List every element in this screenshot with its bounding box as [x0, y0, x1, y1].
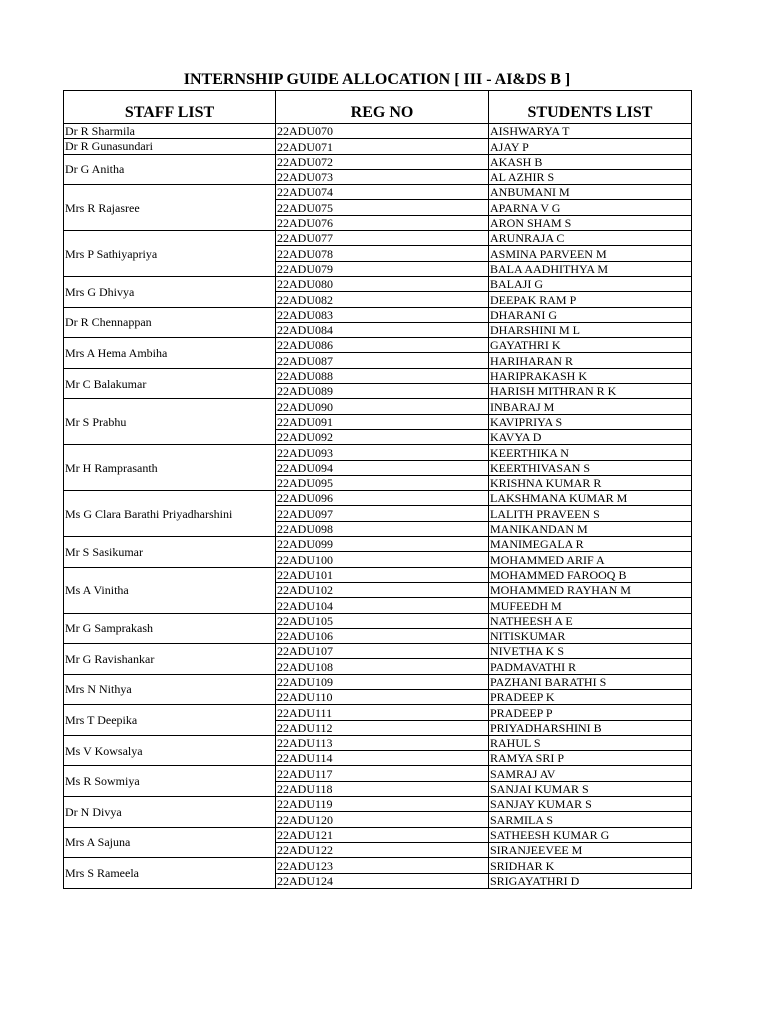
table-row	[64, 445, 692, 460]
table-row	[64, 827, 692, 842]
reg-no-cell: 22ADU114	[276, 751, 489, 766]
reg-no-cell: 22ADU097	[276, 506, 489, 521]
student-name-cell: NATHEESH A E	[489, 613, 692, 628]
table-row	[64, 797, 692, 812]
student-name-cell: SIRANJEEVEE M	[489, 842, 692, 857]
reg-no-cell: 22ADU119	[276, 797, 489, 812]
reg-no-header: REG NO	[276, 91, 489, 124]
staff-name-cell: Mrs N Nithya	[64, 674, 276, 705]
staff-name-cell: Ms A Vinitha	[64, 567, 276, 613]
student-name-cell: AL AZHIR S	[489, 169, 692, 184]
staff-name-cell: Mr H Ramprasanth	[64, 445, 276, 491]
student-name-cell: SANJAI KUMAR S	[489, 781, 692, 796]
student-name-cell: MUFEEDH M	[489, 598, 692, 613]
table-row	[64, 399, 692, 414]
reg-no-cell: 22ADU108	[276, 659, 489, 674]
reg-no-cell: 22ADU075	[276, 200, 489, 215]
reg-no-cell: 22ADU093	[276, 445, 489, 460]
staff-name-cell: Ms V Kowsalya	[64, 735, 276, 766]
table-row	[64, 613, 692, 628]
student-name-cell: ANBUMANI M	[489, 185, 692, 200]
table-row	[64, 537, 692, 552]
student-name-cell: SRIGAYATHRI D	[489, 873, 692, 888]
reg-no-cell: 22ADU100	[276, 552, 489, 567]
reg-no-cell: 22ADU120	[276, 812, 489, 827]
student-name-cell: PADMAVATHI R	[489, 659, 692, 674]
student-name-cell: MOHAMMED ARIF A	[489, 552, 692, 567]
student-name-cell: HARISH MITHRAN R K	[489, 384, 692, 399]
reg-no-cell: 22ADU091	[276, 414, 489, 429]
staff-name-cell: Dr R Gunasundari	[64, 139, 276, 154]
table-row	[64, 154, 692, 169]
reg-no-cell: 22ADU105	[276, 613, 489, 628]
table-row	[64, 858, 692, 873]
reg-no-cell: 22ADU109	[276, 674, 489, 689]
staff-name-cell: Dr R Sharmila	[64, 124, 276, 139]
reg-no-cell: 22ADU111	[276, 705, 489, 720]
reg-no-cell: 22ADU099	[276, 537, 489, 552]
student-name-cell: KRISHNA KUMAR R	[489, 475, 692, 490]
staff-name-cell: Mrs T Deepika	[64, 705, 276, 736]
reg-no-cell: 22ADU102	[276, 582, 489, 597]
student-name-cell: HARIHARAN R	[489, 353, 692, 368]
student-name-cell: SATHEESH KUMAR G	[489, 827, 692, 842]
student-name-cell: MOHAMMED RAYHAN M	[489, 582, 692, 597]
students-list-header: STUDENTS LIST	[489, 91, 692, 124]
reg-no-cell: 22ADU113	[276, 735, 489, 750]
reg-no-cell: 22ADU077	[276, 231, 489, 246]
staff-name-cell: Mrs A Sajuna	[64, 827, 276, 858]
table-row	[64, 644, 692, 659]
table-row	[64, 735, 692, 750]
table-row	[64, 491, 692, 506]
reg-no-cell: 22ADU118	[276, 781, 489, 796]
student-name-cell: DHARANI G	[489, 307, 692, 322]
reg-no-cell: 22ADU072	[276, 154, 489, 169]
student-name-cell: ARON SHAM S	[489, 215, 692, 230]
allocation-table	[63, 90, 692, 889]
reg-no-cell: 22ADU095	[276, 475, 489, 490]
reg-no-cell: 22ADU073	[276, 169, 489, 184]
reg-no-cell: 22ADU104	[276, 598, 489, 613]
student-name-cell: PAZHANI BARATHI S	[489, 674, 692, 689]
staff-name-cell: Ms R Sowmiya	[64, 766, 276, 797]
reg-no-cell: 22ADU087	[276, 353, 489, 368]
student-name-cell: AKASH B	[489, 154, 692, 169]
reg-no-cell: 22ADU098	[276, 521, 489, 536]
staff-name-cell: Mr G Samprakash	[64, 613, 276, 644]
table-row	[64, 567, 692, 582]
reg-no-cell: 22ADU092	[276, 429, 489, 444]
staff-name-cell: Mrs S Rameela	[64, 858, 276, 889]
student-name-cell: GAYATHRI K	[489, 338, 692, 353]
student-name-cell: INBARAJ M	[489, 399, 692, 414]
document-title: INTERNSHIP GUIDE ALLOCATION [ III - AI&DS B ]	[183, 71, 571, 88]
table-row	[64, 124, 692, 139]
reg-no-cell: 22ADU090	[276, 399, 489, 414]
student-name-cell: PRADEEP P	[489, 705, 692, 720]
reg-no-cell: 22ADU079	[276, 261, 489, 276]
reg-no-cell: 22ADU071	[276, 139, 489, 154]
staff-name-cell: Mr C Balakumar	[64, 368, 276, 399]
staff-list-header: STAFF LIST	[64, 91, 276, 124]
student-name-cell: ASMINA PARVEEN M	[489, 246, 692, 261]
staff-name-cell: Ms G Clara Barathi Priyadharshini	[64, 491, 276, 537]
student-name-cell: SANJAY KUMAR S	[489, 797, 692, 812]
staff-name-cell: Mrs P Sathiyapriya	[64, 231, 276, 277]
table-row	[64, 276, 692, 291]
staff-name-cell: Mr S Prabhu	[64, 399, 276, 445]
reg-no-cell: 22ADU123	[276, 858, 489, 873]
reg-no-cell: 22ADU074	[276, 185, 489, 200]
staff-name-cell: Mrs G Dhivya	[64, 276, 276, 307]
reg-no-cell: 22ADU094	[276, 460, 489, 475]
table-row	[64, 307, 692, 322]
table-row	[64, 338, 692, 353]
student-name-cell: SRIDHAR K	[489, 858, 692, 873]
reg-no-cell: 22ADU101	[276, 567, 489, 582]
student-name-cell: BALAJI G	[489, 276, 692, 291]
reg-no-cell: 22ADU070	[276, 124, 489, 139]
reg-no-cell: 22ADU086	[276, 338, 489, 353]
student-name-cell: MOHAMMED FAROOQ B	[489, 567, 692, 582]
reg-no-cell: 22ADU078	[276, 246, 489, 261]
student-name-cell: NIVETHA K S	[489, 644, 692, 659]
reg-no-cell: 22ADU083	[276, 307, 489, 322]
student-name-cell: KAVIPRIYA S	[489, 414, 692, 429]
reg-no-cell: 22ADU117	[276, 766, 489, 781]
student-name-cell: SAMRAJ AV	[489, 766, 692, 781]
student-name-cell: AISHWARYA T	[489, 124, 692, 139]
table-body	[64, 124, 692, 889]
student-name-cell: LALITH PRAVEEN S	[489, 506, 692, 521]
staff-name-cell: Dr G Anitha	[64, 154, 276, 185]
header-row	[64, 91, 692, 124]
reg-no-cell: 22ADU110	[276, 689, 489, 704]
reg-no-cell: 22ADU121	[276, 827, 489, 842]
student-name-cell: HARIPRAKASH K	[489, 368, 692, 383]
student-name-cell: MANIKANDAN M	[489, 521, 692, 536]
staff-name-cell: Mr S Sasikumar	[64, 537, 276, 568]
student-name-cell: APARNA V G	[489, 200, 692, 215]
reg-no-cell: 22ADU082	[276, 292, 489, 307]
reg-no-cell: 22ADU076	[276, 215, 489, 230]
reg-no-cell: 22ADU088	[276, 368, 489, 383]
staff-name-cell: Dr R Chennappan	[64, 307, 276, 338]
reg-no-cell: 22ADU122	[276, 842, 489, 857]
student-name-cell: KAVYA D	[489, 429, 692, 444]
student-name-cell: KEERTHIKA N	[489, 445, 692, 460]
reg-no-cell: 22ADU107	[276, 644, 489, 659]
student-name-cell: PRADEEP K	[489, 689, 692, 704]
student-name-cell: NITISKUMAR	[489, 628, 692, 643]
reg-no-cell: 22ADU084	[276, 322, 489, 337]
staff-name-cell: Mrs A Hema Ambiha	[64, 338, 276, 369]
reg-no-cell: 22ADU096	[276, 491, 489, 506]
reg-no-cell: 22ADU080	[276, 276, 489, 291]
table-row	[64, 766, 692, 781]
staff-name-cell: Dr N Divya	[64, 797, 276, 828]
reg-no-cell: 22ADU089	[276, 384, 489, 399]
student-name-cell: ARUNRAJA C	[489, 231, 692, 246]
table-row	[64, 368, 692, 383]
student-name-cell: BALA AADHITHYA M	[489, 261, 692, 276]
table-row	[64, 705, 692, 720]
student-name-cell: MANIMEGALA R	[489, 537, 692, 552]
table-row	[64, 185, 692, 200]
student-name-cell: LAKSHMANA KUMAR M	[489, 491, 692, 506]
table-row	[64, 674, 692, 689]
reg-no-cell: 22ADU106	[276, 628, 489, 643]
student-name-cell: DHARSHINI M L	[489, 322, 692, 337]
student-name-cell: SARMILA S	[489, 812, 692, 827]
reg-no-cell: 22ADU112	[276, 720, 489, 735]
table-row	[64, 231, 692, 246]
staff-name-cell: Mrs R Rajasree	[64, 185, 276, 231]
table-row	[64, 139, 692, 154]
student-name-cell: RAMYA SRI P	[489, 751, 692, 766]
staff-name-cell: Mr G Ravishankar	[64, 644, 276, 675]
student-name-cell: PRIYADHARSHINI B	[489, 720, 692, 735]
reg-no-cell: 22ADU124	[276, 873, 489, 888]
student-name-cell: KEERTHIVASAN S	[489, 460, 692, 475]
student-name-cell: RAHUL S	[489, 735, 692, 750]
student-name-cell: AJAY P	[489, 139, 692, 154]
student-name-cell: DEEPAK RAM P	[489, 292, 692, 307]
